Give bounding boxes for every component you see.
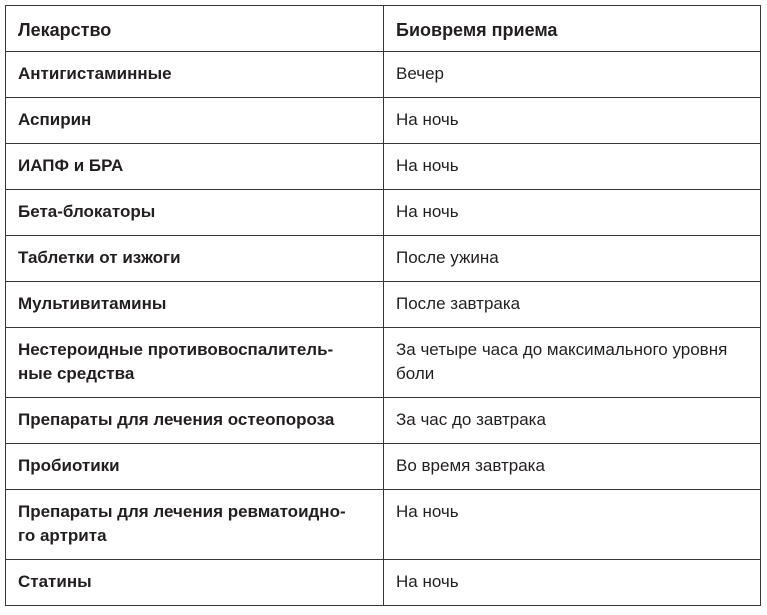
drug-cell: Антигистаминные	[6, 52, 384, 98]
drug-cell: Таблетки от изжоги	[6, 236, 384, 282]
table-row	[6, 490, 761, 560]
drug-cell: Препараты для лечения остеопороза	[6, 398, 384, 444]
table-row	[6, 444, 761, 490]
biotime-cell: На ночь	[384, 190, 761, 236]
drug-cell: Статины	[6, 560, 384, 606]
drug-cell: Пробиотики	[6, 444, 384, 490]
biotime-cell: После ужина	[384, 236, 761, 282]
biotime-cell: Вечер	[384, 52, 761, 98]
column-header-biotime: Биовремя приема	[384, 6, 761, 52]
drug-cell: Бета-блокаторы	[6, 190, 384, 236]
medication-timing-table-container	[5, 5, 760, 606]
biotime-cell: После завтрака	[384, 282, 761, 328]
biotime-cell: Во время завтрака	[384, 444, 761, 490]
drug-cell: Препараты для лечения ревматоидно- го артрита	[6, 490, 384, 560]
table-row	[6, 236, 761, 282]
table-row	[6, 144, 761, 190]
drug-cell: Нестероидные противовоспалитель- ные средства	[6, 328, 384, 398]
biotime-cell: На ночь	[384, 560, 761, 606]
table-row	[6, 560, 761, 606]
table-row	[6, 190, 761, 236]
drug-cell: Аспирин	[6, 98, 384, 144]
drug-cell: Мультивитамины	[6, 282, 384, 328]
column-header-drug: Лекарство	[6, 6, 384, 52]
table-row	[6, 52, 761, 98]
table-row	[6, 398, 761, 444]
table-row	[6, 282, 761, 328]
biotime-cell: На ночь	[384, 490, 761, 560]
biotime-cell: На ночь	[384, 98, 761, 144]
biotime-cell: На ночь	[384, 144, 761, 190]
table-row	[6, 328, 761, 398]
medication-timing-table	[5, 5, 761, 606]
drug-cell: ИАПФ и БРА	[6, 144, 384, 190]
table-row	[6, 98, 761, 144]
biotime-cell: За четыре часа до максимального уровня боли	[384, 328, 761, 398]
biotime-cell: За час до завтрака	[384, 398, 761, 444]
table-header-row	[6, 6, 761, 52]
